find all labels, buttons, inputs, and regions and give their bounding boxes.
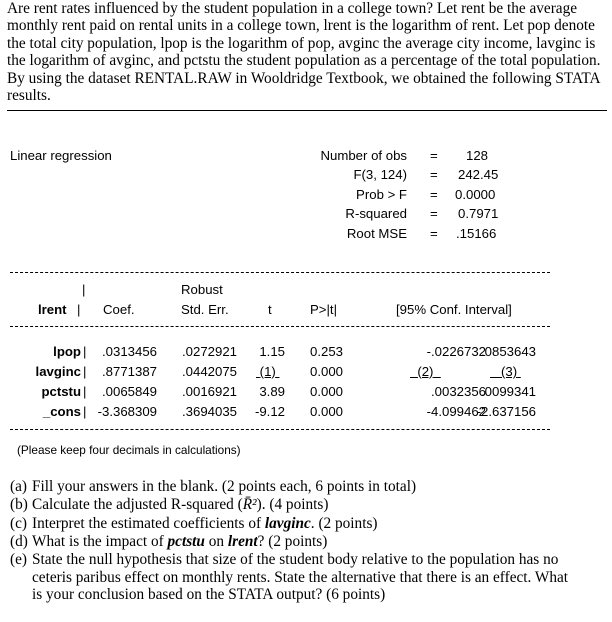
se-cell: .0016921 xyxy=(181,384,237,399)
var-name: pctstu xyxy=(41,384,81,399)
coef-cell: .8771387 xyxy=(101,364,157,379)
blank-3-label: (3) xyxy=(501,364,518,379)
stat-label: Prob > F xyxy=(356,187,407,202)
question-label: (d) xyxy=(10,533,28,550)
stat-eq: = xyxy=(430,148,438,163)
question-e xyxy=(10,551,606,604)
question-text: ). (4 points) xyxy=(256,496,329,513)
question-c xyxy=(10,515,606,533)
t-cell: -9.12 xyxy=(254,404,285,419)
var-name: lavginc xyxy=(35,364,81,379)
coef-cell: .0313456 xyxy=(101,344,157,359)
variable-name: pctstu xyxy=(167,533,205,550)
question-b xyxy=(10,496,606,514)
calculation-note: (Please keep four decimals in calculations) xyxy=(17,443,241,457)
header-robust: Robust xyxy=(181,282,223,297)
header-dep: lrent xyxy=(38,302,67,317)
question-label: (a) xyxy=(10,478,27,495)
question-text: What is the impact of xyxy=(32,533,168,550)
ci-high-cell: .0099341 xyxy=(480,384,536,399)
stat-value: 128 xyxy=(466,148,489,163)
p-cell: 0.000 xyxy=(310,364,344,379)
header-p: P>|t| xyxy=(310,302,338,317)
question-text: . (2 points) xyxy=(310,515,378,532)
ci-low-cell: -.0226732 xyxy=(426,344,486,359)
header-pipe: | xyxy=(82,282,86,297)
header-ci: [95% Conf. Interval] xyxy=(396,302,512,317)
row-pipe: | xyxy=(83,404,87,419)
question-text: on xyxy=(204,533,228,550)
t-cell: 3.89 xyxy=(259,384,285,399)
ci-low-cell: .0032356 xyxy=(430,384,486,399)
divider xyxy=(10,272,550,273)
blank-2-label: (2) xyxy=(417,364,434,379)
blank-1[interactable] xyxy=(256,364,279,379)
t-cell: 1.15 xyxy=(259,344,285,359)
question-text: Interpret the estimated coefficients of xyxy=(32,515,265,532)
regression-title: Linear regression xyxy=(10,148,112,163)
blank-2[interactable] xyxy=(410,364,441,379)
stat-eq: = xyxy=(430,226,438,241)
stat-label: F(3, 124) xyxy=(353,167,407,182)
ci-high-cell: .0853643 xyxy=(480,344,536,359)
question-text: Fill your answers in the blank. (2 points each, 6 points in total) xyxy=(32,478,417,495)
var-name: _cons xyxy=(42,404,81,419)
divider xyxy=(10,429,550,430)
stat-value: 242.45 xyxy=(458,167,499,182)
p-cell: 0.253 xyxy=(310,344,344,359)
coef-cell: .0065849 xyxy=(101,384,157,399)
question-text: ? (2 points) xyxy=(257,533,328,550)
stat-label: R-squared xyxy=(345,206,407,221)
header-coef: Coef. xyxy=(103,302,135,317)
stat-value: .15166 xyxy=(456,226,497,241)
question-d xyxy=(10,533,606,551)
row-pipe: | xyxy=(83,344,87,359)
p-cell: 0.000 xyxy=(310,404,344,419)
var-name: lpop xyxy=(53,344,81,359)
p-cell: 0.000 xyxy=(310,384,344,399)
question-label: (b) xyxy=(10,496,28,513)
question-text: Calculate the adjusted R-squared ( xyxy=(32,496,243,513)
question-text: is your conclusion based on the STATA output? (6 points) xyxy=(32,586,386,604)
divider xyxy=(10,326,550,327)
stat-label: Number of obs xyxy=(320,148,407,163)
blank-3[interactable] xyxy=(490,364,521,379)
header-stderr: Std. Err. xyxy=(181,302,229,317)
row-pipe: | xyxy=(83,384,87,399)
stat-value: 0.7971 xyxy=(458,206,499,221)
stat-label: Root MSE xyxy=(346,226,407,241)
variable-name: lavginc xyxy=(264,515,311,532)
stat-eq: = xyxy=(430,187,438,202)
coef-cell: -3.368309 xyxy=(97,404,157,419)
question-text: State the null hypothesis that size of the student body relative to the population has no xyxy=(32,551,559,568)
blank-1-label: (1) xyxy=(259,364,276,379)
question-text: ceteris paribus effect on monthly rents. State the alternative that there is an effect. What xyxy=(32,568,569,586)
adjusted-r-squared-symbol: R̄² xyxy=(242,496,257,513)
se-cell: .0272921 xyxy=(181,344,237,359)
variable-name: lrent xyxy=(227,533,258,550)
stat-eq: = xyxy=(430,206,438,221)
question-label: (c) xyxy=(10,515,27,532)
question-a xyxy=(10,478,606,496)
ci-low-cell: -4.099462 xyxy=(426,404,486,419)
question-label: (e) xyxy=(10,551,27,568)
header-t: t xyxy=(268,302,272,317)
stat-value: 0.0000 xyxy=(455,187,496,202)
header-pipe: | xyxy=(77,302,81,317)
row-pipe: | xyxy=(83,364,87,379)
ci-high-cell: -2.637156 xyxy=(476,404,536,419)
problem-statement: Are rent rates influenced by the student population in a college town? Let rent be the average monthly rent paid on rental units in a college town, lrent is the logarithm of rent. Let pop denote the total city population, lpop is the logarithm of pop, avginc the average city income, lavginc is the logarithm of avginc, and pctstu the student population as a percentage of the total population. By using the dataset RENTAL.RAW in Wooldridge Textbook, we obtained the following STATA results. xyxy=(7,0,607,111)
se-cell: .0442075 xyxy=(181,364,237,379)
se-cell: .3694035 xyxy=(181,404,237,419)
stat-eq: = xyxy=(430,167,438,182)
